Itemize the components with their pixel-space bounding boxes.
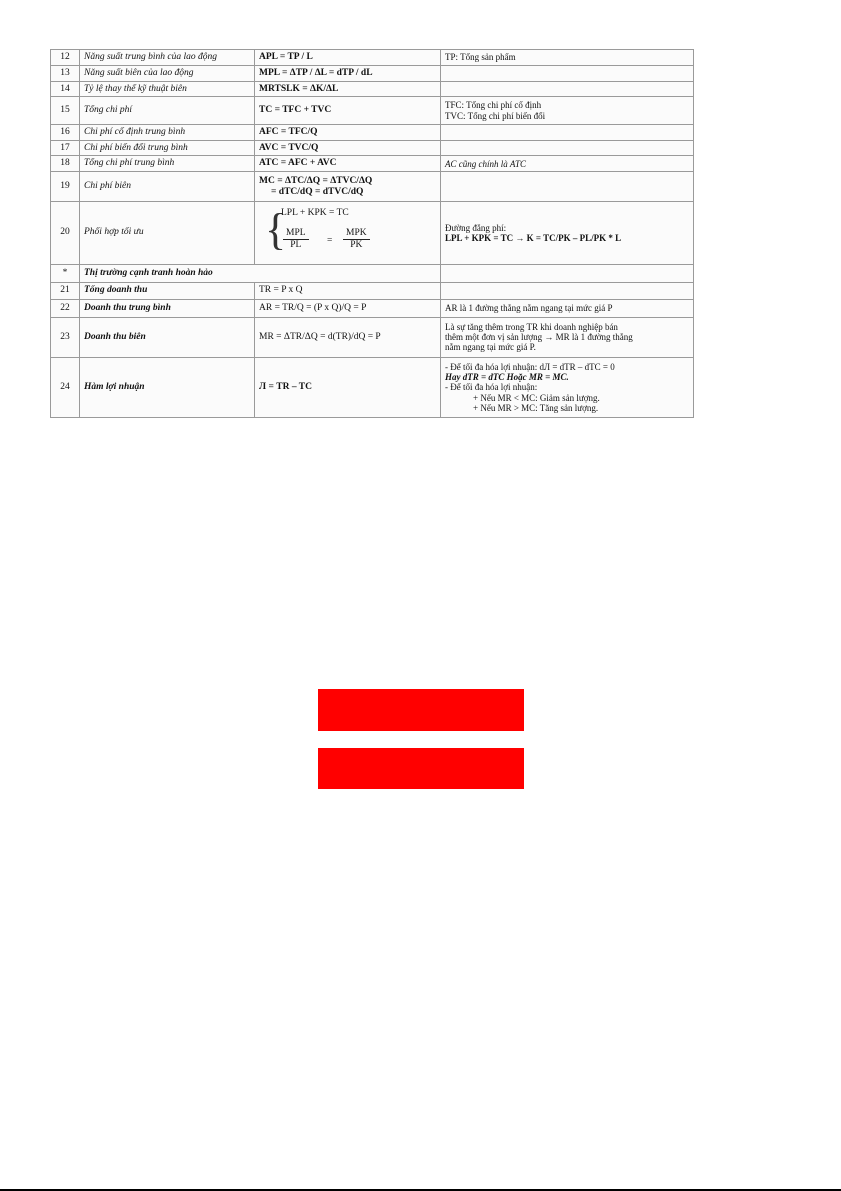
denominator: PK (350, 239, 363, 250)
concept-name: Chi phí biên (80, 172, 255, 202)
note (441, 317, 694, 357)
red-box-top (318, 689, 524, 731)
note (441, 97, 694, 124)
concept-name: Tổng doanh thu (80, 282, 255, 299)
table-row (51, 317, 694, 357)
row-number: 22 (51, 299, 80, 317)
formula: TR = P x Q (255, 282, 441, 299)
note (441, 172, 694, 202)
note: AC cũng chính là ATC (441, 156, 694, 172)
table-row (51, 65, 694, 81)
row-number: 18 (51, 156, 80, 172)
row-number: 12 (51, 50, 80, 66)
budget-equation: LPL + KPK = TC (281, 207, 349, 218)
numerator: MPK (343, 228, 370, 240)
note-line: Hay dTR = dTC Hoặc MR = MC. (445, 371, 569, 382)
table-row (51, 172, 694, 202)
fraction-capital (343, 228, 370, 251)
concept-name: Doanh thu biên (80, 317, 255, 357)
note (441, 140, 694, 156)
note-line: + Nếu MR > MC: Tăng sản lượng. (473, 402, 599, 413)
formula: AFC = TFC/Q (255, 124, 441, 140)
table-row (51, 156, 694, 172)
note-line: nằm ngang tại mức giá P. (445, 342, 536, 353)
table-row (51, 299, 694, 317)
note-line: LPL + KPK = TC → K = TC/PK – PL/PK * L (445, 232, 622, 243)
row-number: 15 (51, 97, 80, 124)
formula: ATC = AFC + AVC (255, 156, 441, 172)
concept-name: Tổng chi phí trung bình (80, 156, 255, 172)
equals-sign: = (327, 235, 333, 246)
table-row (51, 282, 694, 299)
concept-name: Hàm lợi nhuận (80, 357, 255, 417)
table-row (51, 140, 694, 156)
note-line: TVC: Tổng chi phí biến đổi (445, 110, 546, 121)
row-number: * (51, 265, 80, 283)
fraction-labor (283, 228, 309, 251)
formula (255, 201, 441, 264)
note (441, 81, 694, 97)
row-number: 16 (51, 124, 80, 140)
red-box-bottom (318, 748, 524, 789)
concept-name: Tỷ lệ thay thế kỹ thuật biên (80, 81, 255, 97)
table-row (51, 201, 694, 264)
note-line: Là sự tăng thêm trong TR khi doanh nghiệp bán (445, 321, 618, 332)
formula (255, 172, 441, 202)
row-number: 20 (51, 201, 80, 264)
formula: MR = ΔTR/ΔQ = d(TR)/dQ = P (255, 317, 441, 357)
row-number: 14 (51, 81, 80, 97)
concept-name: Doanh thu trung bình (80, 299, 255, 317)
row-number: 23 (51, 317, 80, 357)
note-line: - Để tối đa hóa lợi nhuận: dЛ = dTR – dTC = 0 (445, 361, 615, 372)
formula-table (50, 49, 693, 418)
formula: AR = TR/Q = (P x Q)/Q = P (255, 299, 441, 317)
table-row (51, 124, 694, 140)
numerator: MPL (283, 228, 309, 240)
concept-name: Chi phí cố định trung bình (80, 124, 255, 140)
concept-name: Năng suất trung bình của lao động (80, 50, 255, 66)
row-number: 17 (51, 140, 80, 156)
row-number: 24 (51, 357, 80, 417)
table-row (51, 97, 694, 124)
table-row (51, 81, 694, 97)
table-row (51, 357, 694, 417)
formula: MRTSLK = ΔK/ΔL (255, 81, 441, 97)
row-number: 13 (51, 65, 80, 81)
concept-name: Năng suất biên của lao động (80, 65, 255, 81)
table-row (51, 265, 694, 283)
note (441, 282, 694, 299)
concept-name: Chi phí biến đổi trung bình (80, 140, 255, 156)
note-line: Đường đẳng phí: (445, 222, 507, 233)
note-line: + Nếu MR < MC: Giảm sản lượng. (473, 392, 600, 403)
note: AR là 1 đường thẳng nằm ngang tại mức giá P (441, 299, 694, 317)
formula: TC = TFC + TVC (255, 97, 441, 124)
note (441, 124, 694, 140)
note-line: - Để tối đa hóa lợi nhuận: (445, 382, 538, 393)
section-heading: Thị trường cạnh tranh hoàn hảo (80, 265, 441, 283)
note (441, 357, 694, 417)
formula-line: MC = ΔTC/ΔQ = ΔTVC/ΔQ (259, 175, 373, 186)
row-number: 19 (51, 172, 80, 202)
note (441, 265, 694, 283)
formula: APL = TP / L (255, 50, 441, 66)
note (441, 65, 694, 81)
concept-name: Phối hợp tối ưu (80, 201, 255, 264)
note-line: thêm một đơn vị sản lượng → MR là 1 đường thẳng (445, 332, 633, 343)
table-row (51, 50, 694, 66)
note (441, 201, 694, 264)
formula: MPL = ΔTP / ΔL = dTP / dL (255, 65, 441, 81)
denominator: PL (290, 239, 302, 250)
note-line: TFC: Tổng chi phí cố định (445, 100, 542, 111)
left-brace: { (265, 204, 287, 254)
row-number: 21 (51, 282, 80, 299)
note: TP: Tổng sản phẩm (441, 50, 694, 66)
formula-line: = dTC/dQ = dTVC/dQ (271, 186, 364, 197)
formula: Л = TR – TC (255, 357, 441, 417)
concept-name: Tổng chi phí (80, 97, 255, 124)
formula: AVC = TVC/Q (255, 140, 441, 156)
